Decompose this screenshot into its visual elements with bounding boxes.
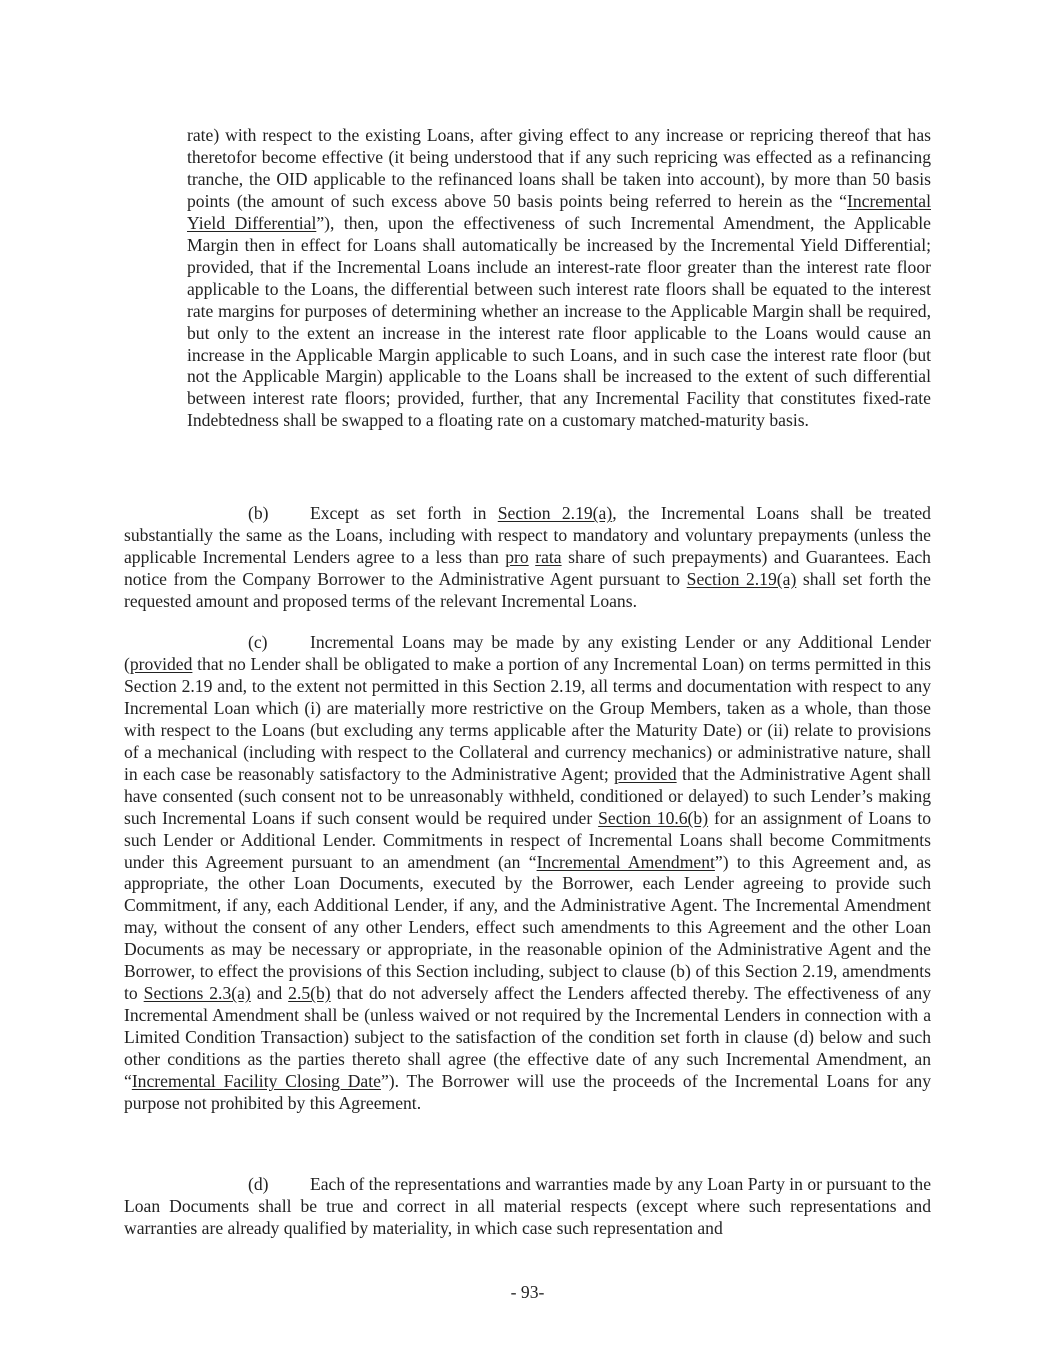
paragraph-b	[124, 503, 931, 613]
cross-reference-link[interactable]: Sections 2.3(a)	[143, 983, 251, 1004]
defined-term-incremental-yield-differential: Incremental Yield Differential	[187, 190, 931, 233]
cross-reference-link[interactable]: 2.5(b)	[288, 983, 331, 1004]
text: , the Incremental Loans shall be treated substantially the same as the Loans, including with respect to mandatory and voluntary prepayments (unless the applicable Incremental Lenders agree to a less than	[124, 503, 931, 567]
paragraph-c	[124, 632, 931, 1115]
latin-term-pro: pro	[505, 546, 529, 567]
text: for an assignment of Loans to such Lender or Additional Lender. Commitments in respect of Incremental Loans shall become Commitments under this Agreement pursuant to an amendment (an “	[124, 807, 932, 872]
text: ”), then, upon the effectiveness of such Incremental Amendment, the Applicable Margin then in effect for Loans shall automatically be increased by the Incremental Yield Differential; provided, that if the Incremental Loans include an interest-rate floor greater than the interest rate floor applicable to the Loans, the differential between such interest rate floors shall be equated to the interest rate margins for purposes of determining whether an increase to the Applicable Margin shall be required, but only to the extent an increase in the interest rate floor applicable to the Loans would cause an increase in the Applicable Margin applicable to such Loans, and in such case the interest rate floor (but not the Applicable Margin) applicable to the Loans shall be increased to the extent of such differential between interest rate floors; provided, further, that any Incremental Facility that constitutes fixed-rate Indebtedness shall be swapped to a floating rate on a customary matched-maturity basis.	[187, 212, 931, 431]
text: Each of the representations and warranties made by any Loan Party in or pursuant to the Loan Documents shall be true and correct in all material respects (except where such representations and warranties are already qualified by materiality, in which case such representation and	[124, 1174, 931, 1238]
text: that the Administrative Agent shall have consented (such consent not to be unreasonably withheld, conditioned or delayed) to such Lender’s making such Incremental Loans if such consent would be required under	[124, 763, 931, 828]
clause-marker-c: (c)	[248, 632, 268, 652]
text: that no Lender shall be obligated to make a portion of any Incremental Loan) on terms permitted in this Section 2.19 and, to the extent not permitted in this Section 2.19, all terms and documentation with respect to any Incremental Loan which (i) are materially more restrictive on the Group Members, taken as a whole, than those with respect to the Loans (but excluding any terms applicable after the Maturity Date) or (ii) relate to provisions of a mechanical (including with respect to the Collateral and currency mechanics) or administrative nature, shall in each case be reasonably satisfactory to the Administrative Agent;	[124, 653, 931, 784]
text: ”) to this Agreement and, as appropriate, the other Loan Documents, executed by the Borrower, each Lender agreeing to provide such Commitment, if any, each Additional Lender, if any, and the Administrative Agent. The Incremental Amendment may, without the consent of any other Lenders, effect such amendments to this Agreement and the other Loan Documents as may be necessary or appropriate, in the reasonable opinion of the Administrative Agent and the Borrower, to effect the provisions of this Section including, subject to clause (b) of this Section 2.19, amendments to	[124, 851, 931, 1004]
cross-reference-link[interactable]: Section 2.19(a)	[497, 503, 613, 523]
paragraph-a-continuation	[187, 125, 931, 432]
text: shall set forth the requested amount and proposed terms of the relevant Incremental Loans.	[124, 568, 931, 611]
defined-term-incremental-facility-closing-date: Incremental Facility Closing Date	[131, 1071, 381, 1092]
cross-reference-link[interactable]: Section 10.6(b)	[598, 807, 709, 828]
clause-marker-d: (d)	[248, 1174, 269, 1194]
page-number: - 93-	[510, 1282, 545, 1302]
text: share of such prepayments) and Guarantees. Each notice from the Company Borrower to the Administrative Agent pursuant to	[124, 546, 931, 589]
text: that do not adversely affect the Lenders affected thereby. The effectiveness of any Incremental Amendment shall be (unless waived or not required by the Incremental Lenders in connection with a Limited Condition Transaction) subject to the satisfaction of the condition set forth in clause (d) below and such other conditions as the parties thereto shall agree (the effective date of any such Incremental Amendment, an “	[124, 983, 932, 1092]
text: rate) with respect to the existing Loans, after giving effect to any increase or repricing thereof that has theretofor become effective (it being understood that if any such repricing was effected as a refinancing tranche, the OID applicable to the refinanced loans shall be taken into account), by more than 50 basis points (the amount of such excess above 50 basis points being referred to herein as the “	[187, 125, 931, 211]
text: Incremental Loans may be made by any existing Lender or any Additional Lender (	[124, 632, 931, 674]
text: ”). The Borrower will use the proceeds of the Incremental Loans for any purpose not prohibited by this Agreement.	[124, 1071, 932, 1114]
emphasis-provided: provided	[614, 763, 677, 784]
cross-reference-link[interactable]: Section 2.19(a)	[686, 568, 797, 589]
emphasis-provided: provided	[129, 653, 193, 674]
paragraph-d	[124, 1174, 931, 1240]
latin-term-rata: rata	[535, 546, 562, 567]
text: and	[250, 983, 289, 1004]
text: Except as set forth in	[310, 503, 498, 523]
clause-marker-b: (b)	[248, 503, 269, 523]
defined-term-incremental-amendment: Incremental Amendment	[536, 851, 715, 872]
